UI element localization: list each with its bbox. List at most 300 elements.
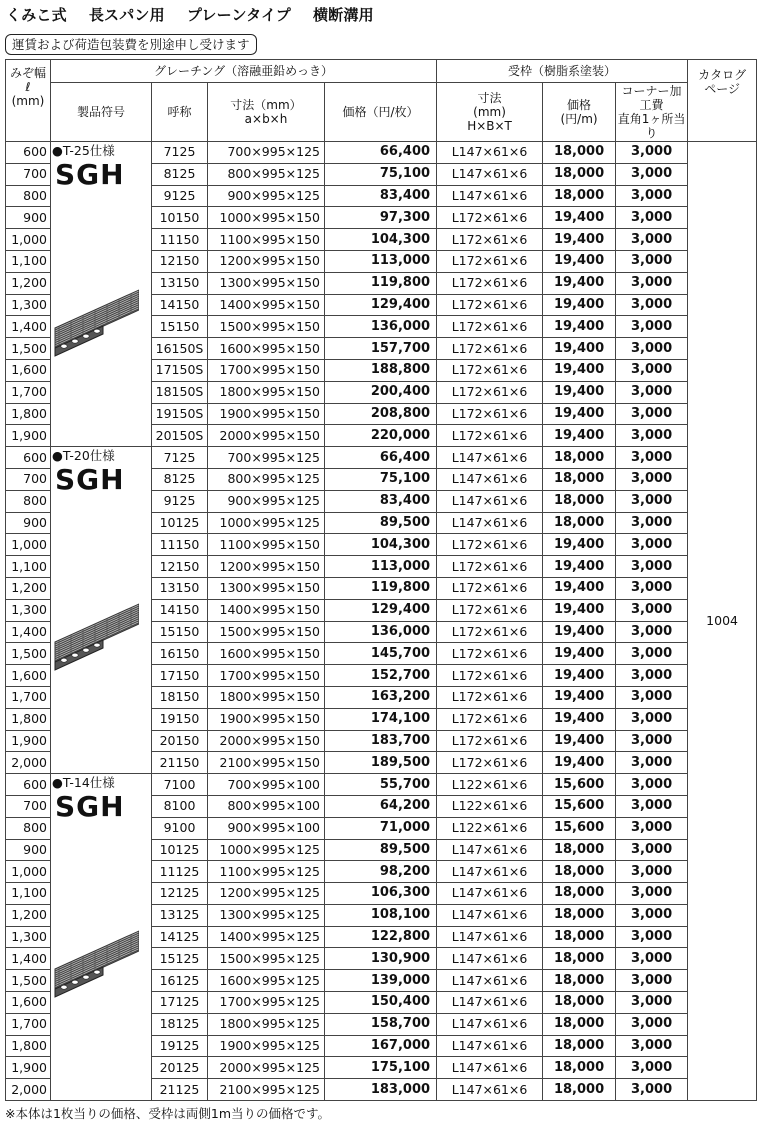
cell-call-name: 13150 xyxy=(152,272,208,294)
cell-price: 89,500 xyxy=(325,839,437,861)
cell-dimension: 1800×995×125 xyxy=(208,1013,325,1035)
cell-price: 145,700 xyxy=(325,643,437,665)
cell-call-name: 17150S xyxy=(152,359,208,381)
cell-frame-dimension: L147×61×6 xyxy=(437,861,543,883)
cell-price: 183,000 xyxy=(325,1079,437,1101)
product-cell xyxy=(51,774,152,1101)
cell-frame-dimension: L172×61×6 xyxy=(437,534,543,556)
cell-corner-fee: 3,000 xyxy=(616,294,688,316)
cell-price: 208,800 xyxy=(325,403,437,425)
cell-price: 55,700 xyxy=(325,774,437,796)
cell-width: 1,900 xyxy=(6,730,51,752)
cell-price: 119,800 xyxy=(325,272,437,294)
cell-price: 200,400 xyxy=(325,381,437,403)
cell-frame-dimension: L122×61×6 xyxy=(437,774,543,796)
header-catalog xyxy=(688,60,757,142)
cell-frame-price: 19,400 xyxy=(543,708,616,730)
cell-dimension: 1300×995×150 xyxy=(208,272,325,294)
cell-corner-fee: 3,000 xyxy=(616,359,688,381)
cell-width: 1,400 xyxy=(6,621,51,643)
cell-frame-price: 19,400 xyxy=(543,207,616,229)
cell-frame-price: 15,600 xyxy=(543,795,616,817)
cell-width: 1,600 xyxy=(6,359,51,381)
cell-width: 1,700 xyxy=(6,686,51,708)
cell-width: 1,700 xyxy=(6,1013,51,1035)
cell-width: 2,000 xyxy=(6,1079,51,1101)
cell-frame-dimension: L147×61×6 xyxy=(437,142,543,164)
header-frame-price xyxy=(543,83,616,142)
cell-corner-fee: 3,000 xyxy=(616,229,688,251)
cell-price: 75,100 xyxy=(325,163,437,185)
cell-frame-dimension: L172×61×6 xyxy=(437,403,543,425)
cell-dimension: 1500×995×150 xyxy=(208,316,325,338)
cell-frame-price: 19,400 xyxy=(543,577,616,599)
table-row xyxy=(6,142,757,164)
cell-call-name: 19150S xyxy=(152,403,208,425)
cell-frame-price: 19,400 xyxy=(543,381,616,403)
cell-dimension: 1000×995×150 xyxy=(208,207,325,229)
cell-dimension: 1700×995×125 xyxy=(208,992,325,1014)
cell-frame-price: 19,400 xyxy=(543,229,616,251)
header-frame-dim-l2: (mm) xyxy=(473,105,506,119)
cell-dimension: 1000×995×125 xyxy=(208,839,325,861)
cell-frame-price: 18,000 xyxy=(543,948,616,970)
cell-dimension: 1100×995×150 xyxy=(208,534,325,556)
cell-price: 136,000 xyxy=(325,621,437,643)
cell-dimension: 2000×995×125 xyxy=(208,1057,325,1079)
cell-corner-fee: 3,000 xyxy=(616,403,688,425)
cell-frame-dimension: L122×61×6 xyxy=(437,817,543,839)
cell-frame-price: 19,400 xyxy=(543,534,616,556)
cell-price: 157,700 xyxy=(325,338,437,360)
cell-width: 1,900 xyxy=(6,1057,51,1079)
header-frame-dim-l3: H×B×T xyxy=(467,119,512,133)
cell-call-name: 12125 xyxy=(152,883,208,905)
cell-frame-price: 18,000 xyxy=(543,142,616,164)
cell-frame-price: 19,400 xyxy=(543,294,616,316)
cell-price: 167,000 xyxy=(325,1035,437,1057)
cell-call-name: 21125 xyxy=(152,1079,208,1101)
cell-price: 66,400 xyxy=(325,142,437,164)
cell-frame-dimension: L172×61×6 xyxy=(437,272,543,294)
cell-frame-price: 19,400 xyxy=(543,272,616,294)
cell-width: 700 xyxy=(6,163,51,185)
cell-call-name: 9125 xyxy=(152,490,208,512)
header-width xyxy=(6,60,51,142)
grating-illustration-icon xyxy=(53,929,139,999)
cell-frame-price: 19,400 xyxy=(543,556,616,578)
cell-frame-dimension: L147×61×6 xyxy=(437,163,543,185)
cell-dimension: 1500×995×125 xyxy=(208,948,325,970)
cell-corner-fee: 3,000 xyxy=(616,163,688,185)
cell-frame-price: 18,000 xyxy=(543,839,616,861)
title-part: プレーンタイプ xyxy=(186,6,291,24)
cell-frame-price: 19,400 xyxy=(543,599,616,621)
cell-width: 1,300 xyxy=(6,294,51,316)
cell-price: 104,300 xyxy=(325,534,437,556)
cell-dimension: 1300×995×150 xyxy=(208,577,325,599)
cell-price: 129,400 xyxy=(325,599,437,621)
cell-frame-price: 15,600 xyxy=(543,817,616,839)
cell-corner-fee: 3,000 xyxy=(616,926,688,948)
cell-dimension: 1800×995×150 xyxy=(208,381,325,403)
cell-dimension: 2100×995×125 xyxy=(208,1079,325,1101)
cell-corner-fee: 3,000 xyxy=(616,490,688,512)
cell-frame-dimension: L147×61×6 xyxy=(437,926,543,948)
cell-corner-fee: 3,000 xyxy=(616,250,688,272)
cell-frame-price: 18,000 xyxy=(543,1057,616,1079)
cell-price: 97,300 xyxy=(325,207,437,229)
cell-width: 1,400 xyxy=(6,948,51,970)
cell-frame-price: 18,000 xyxy=(543,1013,616,1035)
cell-dimension: 1900×995×150 xyxy=(208,708,325,730)
cell-frame-dimension: L172×61×6 xyxy=(437,316,543,338)
cell-price: 130,900 xyxy=(325,948,437,970)
cell-frame-dimension: L172×61×6 xyxy=(437,686,543,708)
cell-width: 1,600 xyxy=(6,665,51,687)
cell-frame-dimension: L172×61×6 xyxy=(437,730,543,752)
cell-width: 600 xyxy=(6,142,51,164)
cell-corner-fee: 3,000 xyxy=(616,752,688,774)
product-cell xyxy=(51,142,152,447)
cell-call-name: 14125 xyxy=(152,926,208,948)
cell-frame-price: 18,000 xyxy=(543,185,616,207)
cell-call-name: 20125 xyxy=(152,1057,208,1079)
cell-corner-fee: 3,000 xyxy=(616,970,688,992)
cell-call-name: 18150 xyxy=(152,686,208,708)
cell-corner-fee: 3,000 xyxy=(616,577,688,599)
cell-width: 700 xyxy=(6,795,51,817)
page-title xyxy=(6,4,396,26)
cell-frame-dimension: L172×61×6 xyxy=(437,250,543,272)
cell-corner-fee: 3,000 xyxy=(616,447,688,469)
cell-corner-fee: 3,000 xyxy=(616,1035,688,1057)
cell-corner-fee: 3,000 xyxy=(616,817,688,839)
cell-price: 119,800 xyxy=(325,577,437,599)
cell-corner-fee: 3,000 xyxy=(616,142,688,164)
cell-call-name: 20150S xyxy=(152,425,208,447)
cell-frame-dimension: L172×61×6 xyxy=(437,599,543,621)
cell-width: 1,800 xyxy=(6,403,51,425)
cell-call-name: 13125 xyxy=(152,904,208,926)
cell-dimension: 1700×995×150 xyxy=(208,665,325,687)
cell-corner-fee: 3,000 xyxy=(616,795,688,817)
cell-price: 158,700 xyxy=(325,1013,437,1035)
cell-frame-dimension: L172×61×6 xyxy=(437,577,543,599)
grating-illustration-icon xyxy=(53,288,139,358)
cell-frame-dimension: L172×61×6 xyxy=(437,643,543,665)
cell-call-name: 8125 xyxy=(152,163,208,185)
cell-call-name: 7125 xyxy=(152,447,208,469)
header-width-l2: ℓ xyxy=(25,80,31,94)
spec-label: ●T-25仕様 xyxy=(52,143,115,158)
header-dimension xyxy=(208,83,325,142)
cell-frame-price: 18,000 xyxy=(543,992,616,1014)
product-code: SGH xyxy=(55,463,125,497)
cell-dimension: 1400×995×150 xyxy=(208,599,325,621)
cell-dimension: 1600×995×125 xyxy=(208,970,325,992)
cell-frame-dimension: L147×61×6 xyxy=(437,970,543,992)
header-width-l1: みぞ幅 xyxy=(9,66,46,80)
cell-frame-price: 18,000 xyxy=(543,904,616,926)
cell-price: 83,400 xyxy=(325,490,437,512)
cell-price: 188,800 xyxy=(325,359,437,381)
cell-frame-dimension: L147×61×6 xyxy=(437,1013,543,1035)
cell-width: 900 xyxy=(6,512,51,534)
cell-width: 1,000 xyxy=(6,534,51,556)
cell-frame-dimension: L147×61×6 xyxy=(437,992,543,1014)
cell-frame-price: 19,400 xyxy=(543,250,616,272)
cell-width: 900 xyxy=(6,839,51,861)
cell-price: 122,800 xyxy=(325,926,437,948)
cell-width: 700 xyxy=(6,468,51,490)
header-frame-price-l1: 価格 xyxy=(567,98,592,112)
cell-dimension: 1100×995×150 xyxy=(208,229,325,251)
cell-frame-price: 18,000 xyxy=(543,163,616,185)
cell-frame-dimension: L147×61×6 xyxy=(437,948,543,970)
cell-price: 113,000 xyxy=(325,556,437,578)
cell-dimension: 2000×995×150 xyxy=(208,730,325,752)
cell-call-name: 12150 xyxy=(152,556,208,578)
cell-dimension: 1600×995×150 xyxy=(208,338,325,360)
cell-width: 600 xyxy=(6,447,51,469)
cell-price: 189,500 xyxy=(325,752,437,774)
header-corner-l2: 直角1ヶ所当り xyxy=(617,112,686,140)
cell-call-name: 14150 xyxy=(152,294,208,316)
cell-price: 71,000 xyxy=(325,817,437,839)
cell-dimension: 1900×995×125 xyxy=(208,1035,325,1057)
cell-frame-dimension: L172×61×6 xyxy=(437,665,543,687)
product-code: SGH xyxy=(55,158,125,191)
spec-label: ●T-20仕様 xyxy=(52,448,115,464)
cell-corner-fee: 3,000 xyxy=(616,904,688,926)
cell-call-name: 18125 xyxy=(152,1013,208,1035)
cell-frame-price: 19,400 xyxy=(543,730,616,752)
cell-dimension: 900×995×125 xyxy=(208,490,325,512)
cell-dimension: 700×995×125 xyxy=(208,447,325,469)
header-catalog-l1: カタログ xyxy=(698,68,747,82)
header-frame-dim-l1: 寸法 xyxy=(477,91,502,105)
shipping-note: 運賃および荷造包装費を別途申し受けます xyxy=(5,34,257,55)
cell-price: 174,100 xyxy=(325,708,437,730)
title-part: くみこ式 xyxy=(6,6,67,24)
cell-frame-price: 18,000 xyxy=(543,926,616,948)
cell-call-name: 9100 xyxy=(152,817,208,839)
cell-frame-price: 18,000 xyxy=(543,861,616,883)
product-code: SGH xyxy=(55,790,125,824)
cell-price: 113,000 xyxy=(325,250,437,272)
cell-price: 163,200 xyxy=(325,686,437,708)
header-corner-fee xyxy=(616,83,688,142)
cell-frame-dimension: L172×61×6 xyxy=(437,556,543,578)
cell-dimension: 2100×995×150 xyxy=(208,752,325,774)
cell-frame-dimension: L147×61×6 xyxy=(437,447,543,469)
cell-frame-dimension: L172×61×6 xyxy=(437,708,543,730)
cell-call-name: 20150 xyxy=(152,730,208,752)
cell-frame-dimension: L147×61×6 xyxy=(437,512,543,534)
cell-corner-fee: 3,000 xyxy=(616,381,688,403)
cell-frame-dimension: L147×61×6 xyxy=(437,839,543,861)
header-frame-dimension xyxy=(437,83,543,142)
cell-frame-dimension: L147×61×6 xyxy=(437,904,543,926)
cell-price: 129,400 xyxy=(325,294,437,316)
cell-corner-fee: 3,000 xyxy=(616,643,688,665)
cell-call-name: 15150 xyxy=(152,621,208,643)
cell-frame-dimension: L147×61×6 xyxy=(437,468,543,490)
table-row xyxy=(6,447,757,469)
cell-dimension: 1200×995×150 xyxy=(208,250,325,272)
header-width-l3: (mm) xyxy=(11,94,45,108)
product-cell xyxy=(51,447,152,774)
cell-call-name: 11125 xyxy=(152,861,208,883)
cell-call-name: 7125 xyxy=(152,142,208,164)
cell-call-name: 12150 xyxy=(152,250,208,272)
cell-corner-fee: 3,000 xyxy=(616,948,688,970)
cell-corner-fee: 3,000 xyxy=(616,686,688,708)
header-frame-price-l2: (円/m) xyxy=(560,112,598,126)
cell-call-name: 14150 xyxy=(152,599,208,621)
cell-frame-dimension: L122×61×6 xyxy=(437,795,543,817)
cell-corner-fee: 3,000 xyxy=(616,1079,688,1101)
cell-frame-price: 15,600 xyxy=(543,774,616,796)
header-product-code: 製品符号 xyxy=(51,83,152,142)
cell-dimension: 900×995×100 xyxy=(208,817,325,839)
title-part: 横断溝用 xyxy=(312,6,374,24)
header-corner-l1: コーナー加工費 xyxy=(621,84,682,112)
cell-frame-price: 19,400 xyxy=(543,338,616,360)
cell-width: 1,000 xyxy=(6,229,51,251)
cell-width: 1,800 xyxy=(6,708,51,730)
cell-call-name: 10150 xyxy=(152,207,208,229)
grating-illustration-icon xyxy=(53,602,139,672)
cell-frame-price: 19,400 xyxy=(543,621,616,643)
cell-width: 1,300 xyxy=(6,926,51,948)
cell-width: 1,500 xyxy=(6,338,51,360)
cell-frame-dimension: L172×61×6 xyxy=(437,338,543,360)
cell-frame-price: 18,000 xyxy=(543,468,616,490)
cell-frame-dimension: L172×61×6 xyxy=(437,381,543,403)
cell-width: 1,100 xyxy=(6,556,51,578)
cell-corner-fee: 3,000 xyxy=(616,316,688,338)
cell-frame-price: 19,400 xyxy=(543,643,616,665)
cell-dimension: 1900×995×150 xyxy=(208,403,325,425)
cell-price: 104,300 xyxy=(325,229,437,251)
cell-call-name: 8100 xyxy=(152,795,208,817)
cell-call-name: 11150 xyxy=(152,534,208,556)
cell-price: 220,000 xyxy=(325,425,437,447)
footnote: ※本体は1枚当りの価格、受枠は両側1m当りの価格です。 xyxy=(5,1106,331,1121)
cell-price: 64,200 xyxy=(325,795,437,817)
cell-frame-price: 19,400 xyxy=(543,403,616,425)
cell-width: 1,200 xyxy=(6,272,51,294)
cell-call-name: 18150S xyxy=(152,381,208,403)
cell-dimension: 700×995×125 xyxy=(208,142,325,164)
table-row xyxy=(6,774,757,796)
cell-frame-dimension: L172×61×6 xyxy=(437,207,543,229)
cell-dimension: 700×995×100 xyxy=(208,774,325,796)
cell-width: 1,500 xyxy=(6,643,51,665)
cell-corner-fee: 3,000 xyxy=(616,883,688,905)
cell-corner-fee: 3,000 xyxy=(616,861,688,883)
cell-width: 800 xyxy=(6,490,51,512)
cell-call-name: 16150S xyxy=(152,338,208,360)
cell-price: 83,400 xyxy=(325,185,437,207)
cell-corner-fee: 3,000 xyxy=(616,992,688,1014)
header-price: 価格（円/枚） xyxy=(325,83,437,142)
cell-call-name: 15125 xyxy=(152,948,208,970)
cell-frame-dimension: L172×61×6 xyxy=(437,229,543,251)
cell-call-name: 21150 xyxy=(152,752,208,774)
cell-frame-price: 18,000 xyxy=(543,883,616,905)
cell-corner-fee: 3,000 xyxy=(616,665,688,687)
cell-dimension: 1600×995×150 xyxy=(208,643,325,665)
cell-call-name: 19125 xyxy=(152,1035,208,1057)
cell-corner-fee: 3,000 xyxy=(616,1057,688,1079)
cell-dimension: 900×995×125 xyxy=(208,185,325,207)
header-grating-group: グレーチング（溶融亜鉛めっき） xyxy=(51,60,437,83)
cell-corner-fee: 3,000 xyxy=(616,468,688,490)
cell-dimension: 800×995×125 xyxy=(208,163,325,185)
cell-dimension: 1700×995×150 xyxy=(208,359,325,381)
cell-corner-fee: 3,000 xyxy=(616,556,688,578)
cell-frame-price: 18,000 xyxy=(543,490,616,512)
header-dim-l1: 寸法（mm） xyxy=(230,98,302,112)
cell-frame-price: 19,400 xyxy=(543,686,616,708)
cell-call-name: 11150 xyxy=(152,229,208,251)
cell-width: 600 xyxy=(6,774,51,796)
cell-price: 89,500 xyxy=(325,512,437,534)
cell-call-name: 7100 xyxy=(152,774,208,796)
cell-corner-fee: 3,000 xyxy=(616,425,688,447)
cell-frame-dimension: L172×61×6 xyxy=(437,359,543,381)
cell-frame-price: 18,000 xyxy=(543,1035,616,1057)
cell-dimension: 800×995×125 xyxy=(208,468,325,490)
cell-width: 1,600 xyxy=(6,992,51,1014)
cell-frame-dimension: L147×61×6 xyxy=(437,1035,543,1057)
cell-call-name: 15150 xyxy=(152,316,208,338)
cell-frame-dimension: L147×61×6 xyxy=(437,883,543,905)
cell-corner-fee: 3,000 xyxy=(616,185,688,207)
cell-call-name: 13150 xyxy=(152,577,208,599)
cell-corner-fee: 3,000 xyxy=(616,512,688,534)
cell-width: 1,800 xyxy=(6,1035,51,1057)
cell-width: 800 xyxy=(6,817,51,839)
cell-price: 175,100 xyxy=(325,1057,437,1079)
header-frame-group: 受枠（樹脂系塗装） xyxy=(437,60,688,83)
cell-corner-fee: 3,000 xyxy=(616,272,688,294)
cell-width: 900 xyxy=(6,207,51,229)
cell-call-name: 19150 xyxy=(152,708,208,730)
cell-price: 152,700 xyxy=(325,665,437,687)
cell-frame-dimension: L147×61×6 xyxy=(437,185,543,207)
cell-dimension: 1300×995×125 xyxy=(208,904,325,926)
cell-width: 800 xyxy=(6,185,51,207)
cell-width: 2,000 xyxy=(6,752,51,774)
cell-call-name: 16125 xyxy=(152,970,208,992)
cell-frame-dimension: L172×61×6 xyxy=(437,294,543,316)
cell-corner-fee: 3,000 xyxy=(616,708,688,730)
cell-call-name: 9125 xyxy=(152,185,208,207)
title-part: 長スパン用 xyxy=(88,6,165,24)
cell-corner-fee: 3,000 xyxy=(616,774,688,796)
cell-call-name: 16150 xyxy=(152,643,208,665)
header-call-name: 呼称 xyxy=(152,83,208,142)
cell-corner-fee: 3,000 xyxy=(616,534,688,556)
cell-corner-fee: 3,000 xyxy=(616,621,688,643)
cell-dimension: 1100×995×125 xyxy=(208,861,325,883)
cell-price: 108,100 xyxy=(325,904,437,926)
cell-width: 1,100 xyxy=(6,250,51,272)
